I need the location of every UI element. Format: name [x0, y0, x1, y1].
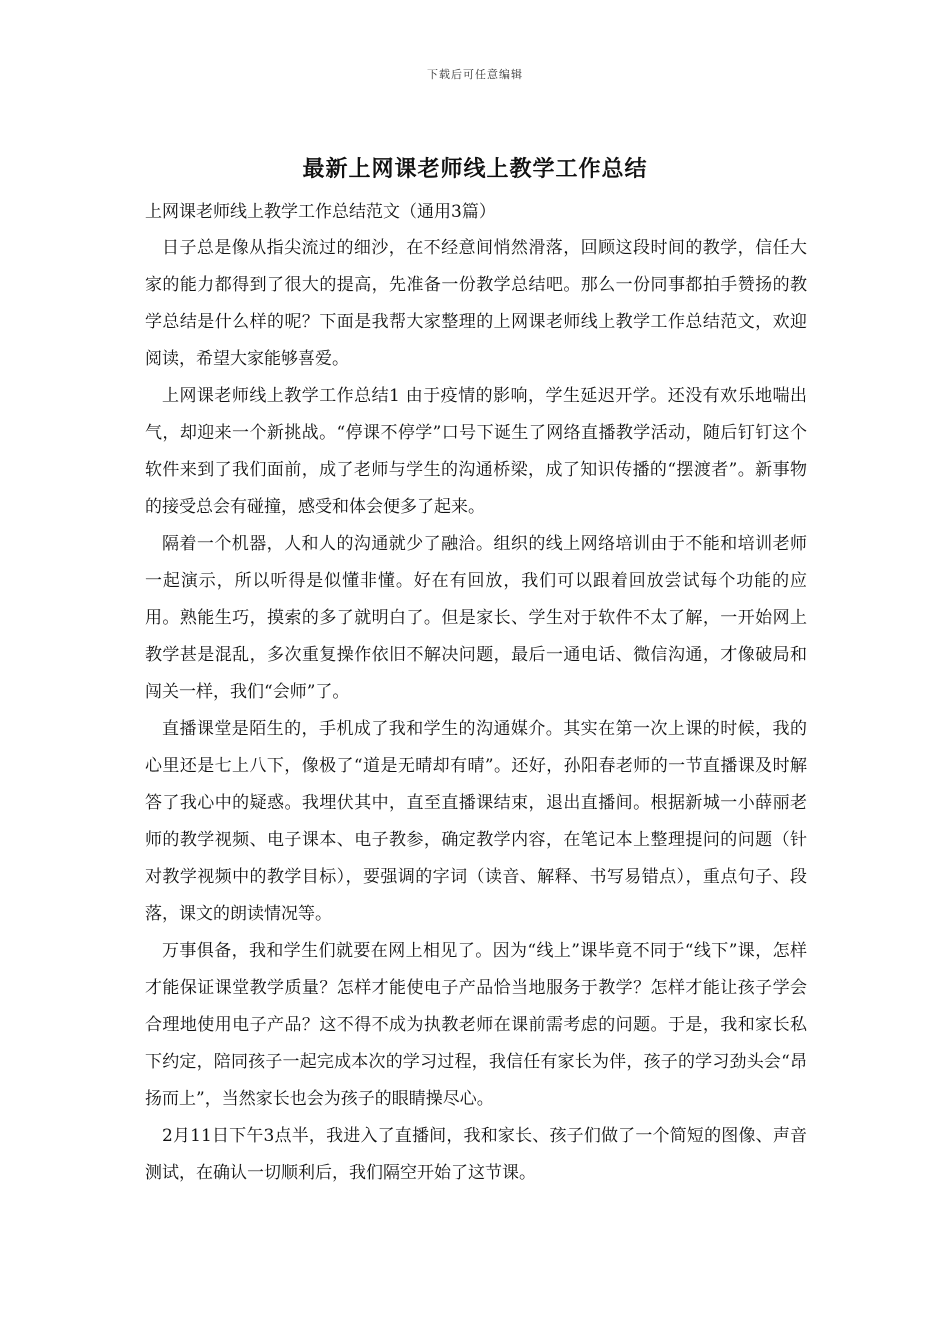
document-title: 最新上网课老师线上教学工作总结 [302, 156, 648, 182]
paragraph-1: 上网课老师线上教学工作总结1 由于疫情的影响，学生延迟开学。还没有欢乐地喘出气，却迎来一个新挑战。“停课不停学”口号下诞生了网络直播教学活动，随后钉钉这个软件来到了我们面前，成了老师与学生的沟通桥梁，成了知识传播的“摆渡者”。新事物的接受总会有碰撞，感受和体会便多了起来。 [145, 386, 807, 517]
paragraph-2: 隔着一个机器，人和人的沟通就少了融洽。组织的线上网络培训由于不能和培训老师一起演示，所以听得是似懂非懂。好在有回放，我们可以跟着回放尝试每个功能的应用。熟能生巧，摸索的多了就明白了。但是家长、学生对于软件不太了解，一开始网上教学甚是混乱，多次重复操作依旧不解决问题，最后一通电话、微信沟通，才像破局和闯关一样，我们“会师”了。 [145, 534, 807, 702]
paragraph-4: 万事俱备，我和学生们就要在网上相见了。因为“线上”课毕竟不同于“线下”课，怎样才能保证课堂教学质量？怎样才能使电子产品恰当地服务于教学？怎样才能让孩子学会合理地使用电子产品？这不得不成为执教老师在课前需考虑的问题。于是，我和家长私下约定，陪同孩子一起完成本次的学习过程，我信任有家长为伴，孩子的学习劲头会“昂扬而上”，当然家长也会为孩子的眼睛操尽心。 [145, 941, 807, 1109]
document-subtitle: 上网课老师线上教学工作总结范文（通用3篇） [145, 202, 496, 222]
document-body [145, 198, 807, 1192]
paragraph-intro: 日子总是像从指尖流过的细沙，在不经意间悄然滑落，回顾这段时间的教学，信任大家的能力都得到了很大的提高，先准备一份教学总结吧。那么一份同事都拍手赞扬的教学总结是什么样的呢？下面是我帮大家整理的上网课老师线上教学工作总结范文，欢迎阅读，希望大家能够喜爱。 [145, 238, 807, 369]
paragraph-5: 2月11日下午3点半，我进入了直播间，我和家长、孩子们做了一个简短的图像、声音测试，在确认一切顺利后，我们隔空开始了这节课。 [145, 1126, 807, 1183]
paragraph-3: 直播课堂是陌生的，手机成了我和学生的沟通媒介。其实在第一次上课的时候，我的心里还是七上八下，像极了“道是无晴却有晴”。还好，孙阳春老师的一节直播课及时解答了我心中的疑惑。我埋伏其中，直至直播课结束，退出直播间。根据新城一小薛丽老师的教学视频、电子课本、电子教参，确定教学内容，在笔记本上整理提问的问题（针对教学视频中的教学目标），要强调的字词（读音、解释、书写易错点），重点句子、段落，课文的朗读情况等。 [145, 719, 807, 924]
header-note: 下载后可任意编辑 [427, 68, 523, 81]
